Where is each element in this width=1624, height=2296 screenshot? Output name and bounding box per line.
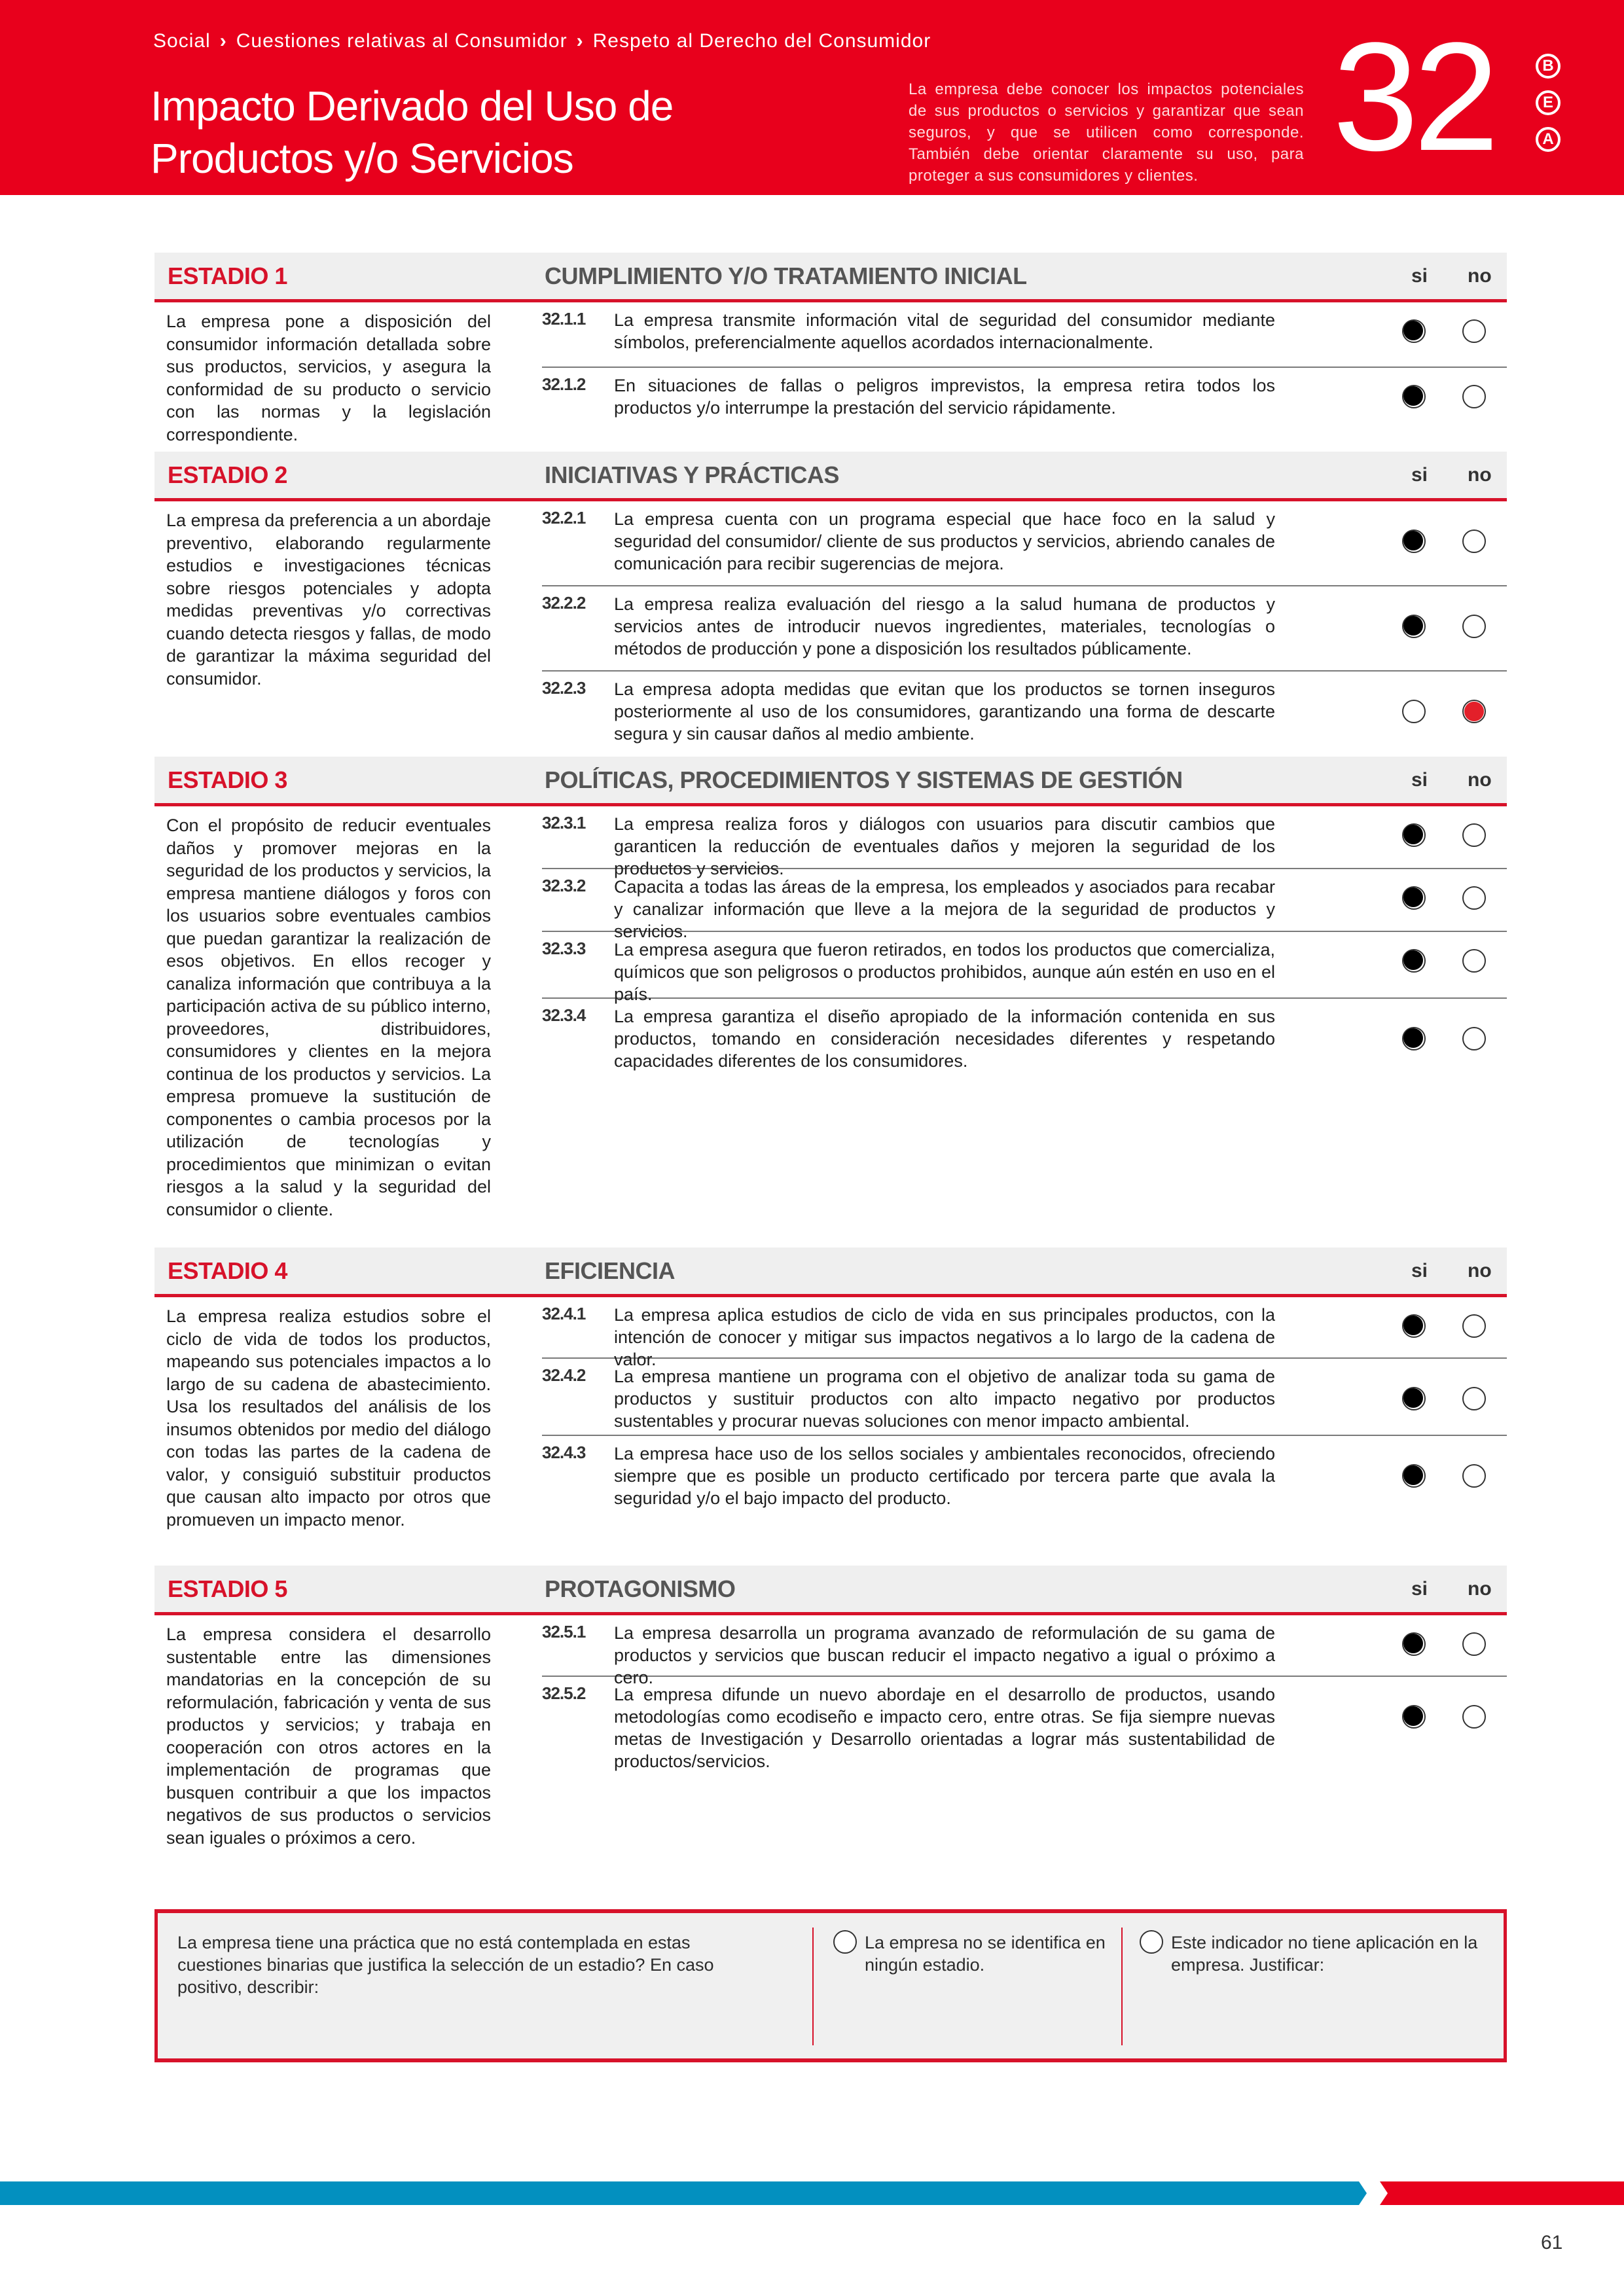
question-row <box>542 586 1507 672</box>
page-title <box>151 80 673 185</box>
radio-selected-dot <box>1403 321 1423 340</box>
question-number: 32.5.2 <box>542 1683 586 1703</box>
radio-si[interactable] <box>1402 1387 1426 1410</box>
chevron-right-icon: › <box>576 30 584 52</box>
stage-description: Con el propósito de reducir eventuales daños y promover mejoras en la seguridad de los productos y servicios, la empresa mantiene diálogos y foros con los usuarios sobre eventuales cambios que puedan garantizar la realización de esos objetivos. En ellos recoger y canaliza información que contribuya a la participación activa de su público interno, proveedores, distribuidores, consumidores y clientes en la mejora continua de los productos y servicios. La empresa promueve la sustitución de componentes o cambia procesos por la utilización de tecnologías y procedimientos que minimizan o evitan riesgos a la salud y la seguridad del consumidor o cliente. <box>166 816 491 1219</box>
question-text: La empresa cuenta con un programa especial que hace foco en la salud y seguridad del consumidor/ cliente de sus productos y servicios, abriendo canales de comunicación para recibir sugerencias de mejora. <box>614 509 1275 573</box>
question-row <box>542 869 1507 941</box>
question-number: 32.3.2 <box>542 876 586 895</box>
b-circle-icon: B <box>1536 54 1561 79</box>
question-text: La empresa asegura que fueron retirados, en todos los productos que comercializa, químicos que son peligrosos o productos prohibidos, aunque aún estén en uso en el país. <box>614 940 1275 1004</box>
stage-title: INICIATIVAS Y PRÁCTICAS <box>545 461 839 488</box>
question-text: La empresa mantiene un programa con el objetivo de analizar toda su gama de productos y sustituir productos con alto impacto negativo por productos sustentables y procurar nuevas soluciones con menor impacto ambiental. <box>614 1367 1275 1431</box>
stage-body <box>154 1615 1507 1943</box>
option-label: La empresa no se identifica en ningún estadio. <box>865 1933 1106 1975</box>
radio-selected-dot <box>1403 950 1423 970</box>
radio-si[interactable] <box>1402 1464 1426 1488</box>
question-list <box>542 1615 1507 1873</box>
radio-selected-dot <box>1403 1706 1423 1726</box>
radio-si[interactable] <box>1402 529 1426 553</box>
page-header <box>0 0 1624 195</box>
question-text: La empresa garantiza el diseño apropiado de la información contenida en sus productos, tomando en consideración necesidades diferentes y respetando capacidades diferentes de los consumidores. <box>614 1007 1275 1071</box>
question-text: La empresa aplica estudios de ciclo de vida en sus principales productos, con la intención de conocer y mitigar sus impactos negativos a lo largo de la cadena de valor. <box>614 1305 1275 1369</box>
radio-no[interactable] <box>1462 949 1486 973</box>
radio-si[interactable] <box>1402 823 1426 847</box>
indicator-description: La empresa debe conocer los impactos potenciales de sus productos o servicios y garantizar que sean seguros, y que se utilicen como corresponde. También debe orientar claramente su uso, para proteger a sus consumidores y clientes. <box>909 81 1304 185</box>
breadcrumb-item[interactable]: Respeto al Derecho del Consumidor <box>592 30 931 52</box>
column-header-no: no <box>1468 768 1492 791</box>
question-number: 32.2.3 <box>542 678 586 698</box>
stage-description: La empresa considera el desarrollo sustentable entre las dimensiones mandatorias en la concepción de su reformulación, fabricación y venta de sus productos y servicios; y trabaja en cooperación con otros actores en la implementación de programas que busquen contribuir a que los impactos negativos de sus productos o servicios sean iguales o próximos a cero. <box>166 1624 491 1848</box>
stage-label: ESTADIO 2 <box>168 461 287 488</box>
radio-selected-dot <box>1403 1465 1423 1485</box>
stage-2 <box>154 452 1507 796</box>
a-circle-icon: A <box>1536 127 1561 152</box>
radio-si[interactable] <box>1402 886 1426 910</box>
option-no-stage[interactable] <box>833 1931 1115 1976</box>
question-number: 32.5.1 <box>542 1622 586 1641</box>
radio-no[interactable] <box>1462 615 1486 638</box>
option-not-applicable[interactable] <box>1140 1931 1493 1976</box>
question-number: 32.3.1 <box>542 813 586 833</box>
question-text: La empresa realiza evaluación del riesgo a la salud humana de productos y servicios antes de introducir nuevos ingredientes, materiales, tecnologías o métodos de producción y pone a disposición los resultados públicamente. <box>614 594 1275 658</box>
stage-title: POLÍTICAS, PROCEDIMIENTOS Y SISTEMAS DE GESTIÓN <box>545 766 1183 793</box>
radio-si[interactable] <box>1402 949 1426 973</box>
radio-no[interactable] <box>1462 529 1486 553</box>
question-text: La empresa difunde un nuevo abordaje en el desarrollo de productos, usando metodologías como ecodiseño e impacto cero, entre otras. Se fija siempre nuevas metas de Investigación y Desarrollo orientadas a lograr más sustentabilidad de productos/servicios. <box>614 1685 1275 1771</box>
stage-description: La empresa realiza estudios sobre el ciclo de vida de todos los productos, mapeando sus potenciales impactos a lo largo de su cadena de abastecimiento. Usa los resultados del análisis de los insumos obtenidos por medio del diálogo con todas las partes de la cadena de valor, y consiguió substituir productos que causan alto impacto por otros que promueven un impacto menor. <box>166 1306 491 1530</box>
question-row <box>542 1615 1507 1687</box>
column-header-si: si <box>1411 1259 1428 1282</box>
stage-header <box>154 1566 1507 1615</box>
stage-body <box>154 1297 1507 1605</box>
additional-practice-box <box>154 1909 1507 2062</box>
indicator-number: 32 <box>1333 10 1494 183</box>
radio-selected-dot <box>1403 616 1423 636</box>
additional-practice-question: La empresa tiene una práctica que no está contemplada en estas cuestiones binarias que justifica la selección de un estadio? En caso positivo, describir: <box>177 1933 714 1997</box>
column-header-si: si <box>1411 463 1428 486</box>
page-title-line: Productos y/o Servicios <box>151 135 573 182</box>
stage-5 <box>154 1566 1507 1943</box>
stage-body <box>154 806 1507 1291</box>
column-header-si: si <box>1411 768 1428 791</box>
question-list <box>542 1297 1507 1593</box>
question-list <box>542 806 1507 1195</box>
stage-description: La empresa da preferencia a un abordaje preventivo, elaborando regularmente estudios e investigaciones técnicas sobre riesgos potenciales y adopta medidas preventivas y/o correctivas cuando detecta riesgos y fallas, de modo de garantizar la máxima seguridad del consumidor. <box>166 511 491 689</box>
question-text: La empresa transmite información vital de seguridad del consumidor mediante símbolos, preferencialmente aquellos acordados internacionalmente. <box>614 310 1275 352</box>
question-text: La empresa desarrolla un programa avanzado de reformulación de su gama de productos y servicios que buscan reducir el impacto negativo a igual o próximo a cero. <box>614 1623 1275 1687</box>
option-label: Este indicador no tiene aplicación en la empresa. Justificar: <box>1171 1933 1478 1975</box>
radio-si[interactable] <box>1402 1632 1426 1656</box>
radio-si[interactable] <box>1402 1314 1426 1338</box>
question-row <box>542 806 1507 878</box>
breadcrumb-item[interactable]: Cuestiones relativas al Consumidor <box>236 30 568 52</box>
radio-si[interactable] <box>1402 385 1426 408</box>
stage-4 <box>154 1247 1507 1605</box>
radio-no[interactable] <box>1462 1464 1486 1488</box>
chevron-right-icon: › <box>219 30 227 52</box>
column-header-no: no <box>1468 264 1492 287</box>
e-circle-icon: E <box>1536 90 1561 115</box>
radio-selected-dot <box>1403 888 1423 907</box>
radio-selected-dot <box>1403 386 1423 406</box>
question-number: 32.1.1 <box>542 309 586 329</box>
radio-no[interactable] <box>1462 1387 1486 1410</box>
divider <box>812 1928 814 2045</box>
question-row <box>542 501 1507 586</box>
radio-no[interactable] <box>1462 319 1486 343</box>
badge-list <box>1536 54 1561 152</box>
question-number: 32.3.4 <box>542 1005 586 1025</box>
radio-no[interactable] <box>1462 1705 1486 1729</box>
stage-header <box>154 452 1507 501</box>
question-list <box>542 501 1507 789</box>
column-header-no: no <box>1468 463 1492 486</box>
question-row <box>542 932 1507 1004</box>
column-header-si: si <box>1411 264 1428 287</box>
question-text: La empresa adopta medidas que evitan que los productos se tornen inseguros posteriormente al uso de los consumidores, garantizando una forma de descarte segura y sin causar daños al medio ambiente. <box>614 679 1275 744</box>
radio-selected-dot <box>1403 1316 1423 1335</box>
column-header-no: no <box>1468 1577 1492 1600</box>
question-row <box>542 999 1507 1195</box>
page-title-line: Impacto Derivado del Uso de <box>151 82 674 130</box>
question-row <box>542 1677 1507 1873</box>
footer-bar-red <box>1380 2181 1624 2205</box>
question-number: 32.3.3 <box>542 939 586 958</box>
radio-si[interactable] <box>1402 615 1426 638</box>
footer-bar-blue <box>0 2181 1367 2205</box>
question-number: 32.4.3 <box>542 1443 586 1462</box>
stage-header <box>154 1247 1507 1297</box>
radio-no[interactable] <box>1462 1632 1486 1656</box>
page-number: 61 <box>1541 2232 1563 2253</box>
question-text: En situaciones de fallas o peligros imprevistos, la empresa retira todos los productos y/o interrumpe la prestación del servicio rápidamente. <box>614 376 1275 418</box>
stage-description: La empresa pone a disposición del consumidor información detallada sobre sus productos, servicios, y asegura la conformidad de su producto o servicio con las normas y la legislación correspondiente. <box>166 312 491 444</box>
radio-selected-dot <box>1403 825 1423 844</box>
radio-no[interactable] <box>1462 385 1486 408</box>
stage-label: ESTADIO 1 <box>168 262 287 289</box>
radio-selected-dot <box>1403 1388 1423 1408</box>
radio-si[interactable] <box>1402 700 1426 723</box>
question-text: La empresa hace uso de los sellos sociales y ambientales reconocidos, ofreciendo siempre que es posible un producto certificado por tercera parte que avala la seguridad y/o el bajo impacto del producto. <box>614 1444 1275 1508</box>
question-row <box>542 1297 1507 1369</box>
radio-selected-dot <box>1464 702 1484 721</box>
radio-selected-dot <box>1403 1634 1423 1653</box>
radio-no[interactable] <box>1462 1314 1486 1338</box>
stage-3 <box>154 757 1507 1291</box>
question-number: 32.2.1 <box>542 508 586 528</box>
stage-label: ESTADIO 4 <box>168 1257 287 1284</box>
question-row <box>542 302 1507 368</box>
stage-title: EFICIENCIA <box>545 1257 676 1284</box>
question-text: La empresa realiza foros y diálogos con usuarios para discutir cambios que garanticen la reducción de eventuales daños y mejoren la seguridad de los productos y servicios. <box>614 814 1275 878</box>
radio-no[interactable] <box>1462 700 1486 723</box>
radio-no[interactable] <box>1462 886 1486 910</box>
stage-title: PROTAGONISMO <box>545 1575 736 1602</box>
divider <box>1121 1928 1123 2045</box>
question-number: 32.2.2 <box>542 593 586 613</box>
radio-button[interactable] <box>1140 1930 1163 1954</box>
column-header-no: no <box>1468 1259 1492 1282</box>
radio-selected-dot <box>1403 531 1423 550</box>
question-number: 32.1.2 <box>542 374 586 394</box>
stage-title: CUMPLIMIENTO Y/O TRATAMIENTO INICIAL <box>545 262 1027 289</box>
radio-no[interactable] <box>1462 823 1486 847</box>
question-number: 32.4.2 <box>542 1365 586 1385</box>
column-header-si: si <box>1411 1577 1428 1600</box>
radio-button[interactable] <box>833 1930 857 1954</box>
question-number: 32.4.1 <box>542 1304 586 1323</box>
stage-body <box>154 501 1507 796</box>
radio-no[interactable] <box>1462 1027 1486 1050</box>
radio-selected-dot <box>1403 1028 1423 1048</box>
radio-si[interactable] <box>1402 319 1426 343</box>
breadcrumb <box>153 30 931 52</box>
breadcrumb-item[interactable]: Social <box>153 30 211 52</box>
radio-si[interactable] <box>1402 1705 1426 1729</box>
stage-label: ESTADIO 5 <box>168 1575 287 1602</box>
stage-label: ESTADIO 3 <box>168 766 287 793</box>
radio-si[interactable] <box>1402 1027 1426 1050</box>
stage-header <box>154 757 1507 806</box>
question-text: Capacita a todas las áreas de la empresa, los empleados y asociados para recabar y canalizar información que lleve a la mejora de la seguridad de productos y servicios. <box>614 877 1275 941</box>
stage-header <box>154 253 1507 302</box>
question-row <box>542 1359 1507 1436</box>
